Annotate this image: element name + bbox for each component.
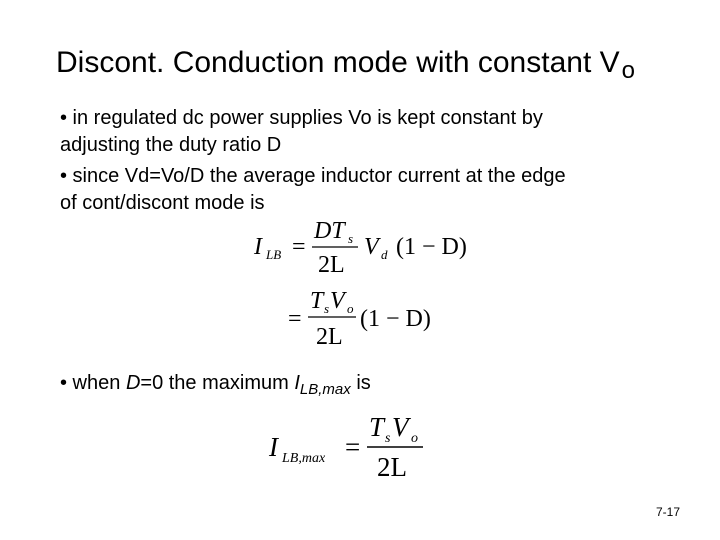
eq2-num-v: V bbox=[330, 288, 345, 314]
eq2-num-o: o bbox=[347, 301, 354, 316]
eq2-num-t: T bbox=[310, 288, 324, 314]
bullet-1 bbox=[60, 105, 700, 159]
bullet-3-mid: =0 the maximum bbox=[140, 372, 295, 394]
bullet-3-i: I bbox=[294, 372, 300, 394]
bullet-3-sub: LB,max bbox=[299, 381, 351, 398]
bullet-3 bbox=[60, 370, 700, 403]
eq1-lhs-i: I bbox=[254, 234, 262, 260]
eq1-num-dt: DT bbox=[314, 218, 345, 244]
bullet-2-line-1: • since Vd=Vo/D the average inductor current at the edge bbox=[60, 165, 566, 187]
eq1-v-sub: d bbox=[381, 247, 388, 262]
eq3-lhs-i: I bbox=[269, 432, 278, 462]
eq1-den: 2L bbox=[318, 252, 345, 278]
equation-3 bbox=[265, 408, 445, 484]
eq1-num-s: s bbox=[348, 231, 354, 246]
bullet-3-prefix: • when bbox=[60, 372, 126, 394]
bullet-2-line-2: of cont/discont mode is bbox=[60, 192, 265, 214]
equation-2 bbox=[250, 284, 450, 350]
bullet-1-line-1: • in regulated dc power supplies Vo is kept constant by bbox=[60, 107, 543, 129]
eq3-num-o: o bbox=[411, 431, 418, 446]
eq3-num-s: s bbox=[385, 431, 391, 446]
eq2-den: 2L bbox=[316, 324, 343, 350]
eq3-num-t: T bbox=[369, 412, 385, 442]
page-number: 7-17 bbox=[655, 505, 680, 519]
eq3-num-v: V bbox=[392, 412, 409, 442]
eq3-lhs-sub: LB,max bbox=[282, 451, 326, 466]
eq1-lhs-sub: LB bbox=[266, 247, 282, 262]
title-main: Discont. Conduction mode with constant V bbox=[56, 46, 620, 79]
bullet-3-d: D bbox=[125, 372, 141, 394]
eq1-factor: (1 − D) bbox=[396, 234, 467, 260]
eq3-equals: = bbox=[345, 432, 361, 462]
equation-1 bbox=[250, 212, 480, 278]
title-subscript: o bbox=[621, 57, 635, 84]
bullet-3-suffix: is bbox=[350, 372, 371, 394]
eq2-equals: = bbox=[288, 306, 302, 332]
eq1-v: V bbox=[364, 234, 379, 260]
eq2-factor: (1 − D) bbox=[360, 306, 431, 332]
bullet-2 bbox=[60, 163, 700, 217]
slide-title bbox=[56, 46, 635, 85]
bullet-1-line-2: adjusting the duty ratio D bbox=[60, 134, 282, 156]
eq3-den: 2L bbox=[377, 452, 407, 482]
eq1-equals: = bbox=[292, 234, 306, 260]
eq2-num-s: s bbox=[324, 301, 330, 316]
